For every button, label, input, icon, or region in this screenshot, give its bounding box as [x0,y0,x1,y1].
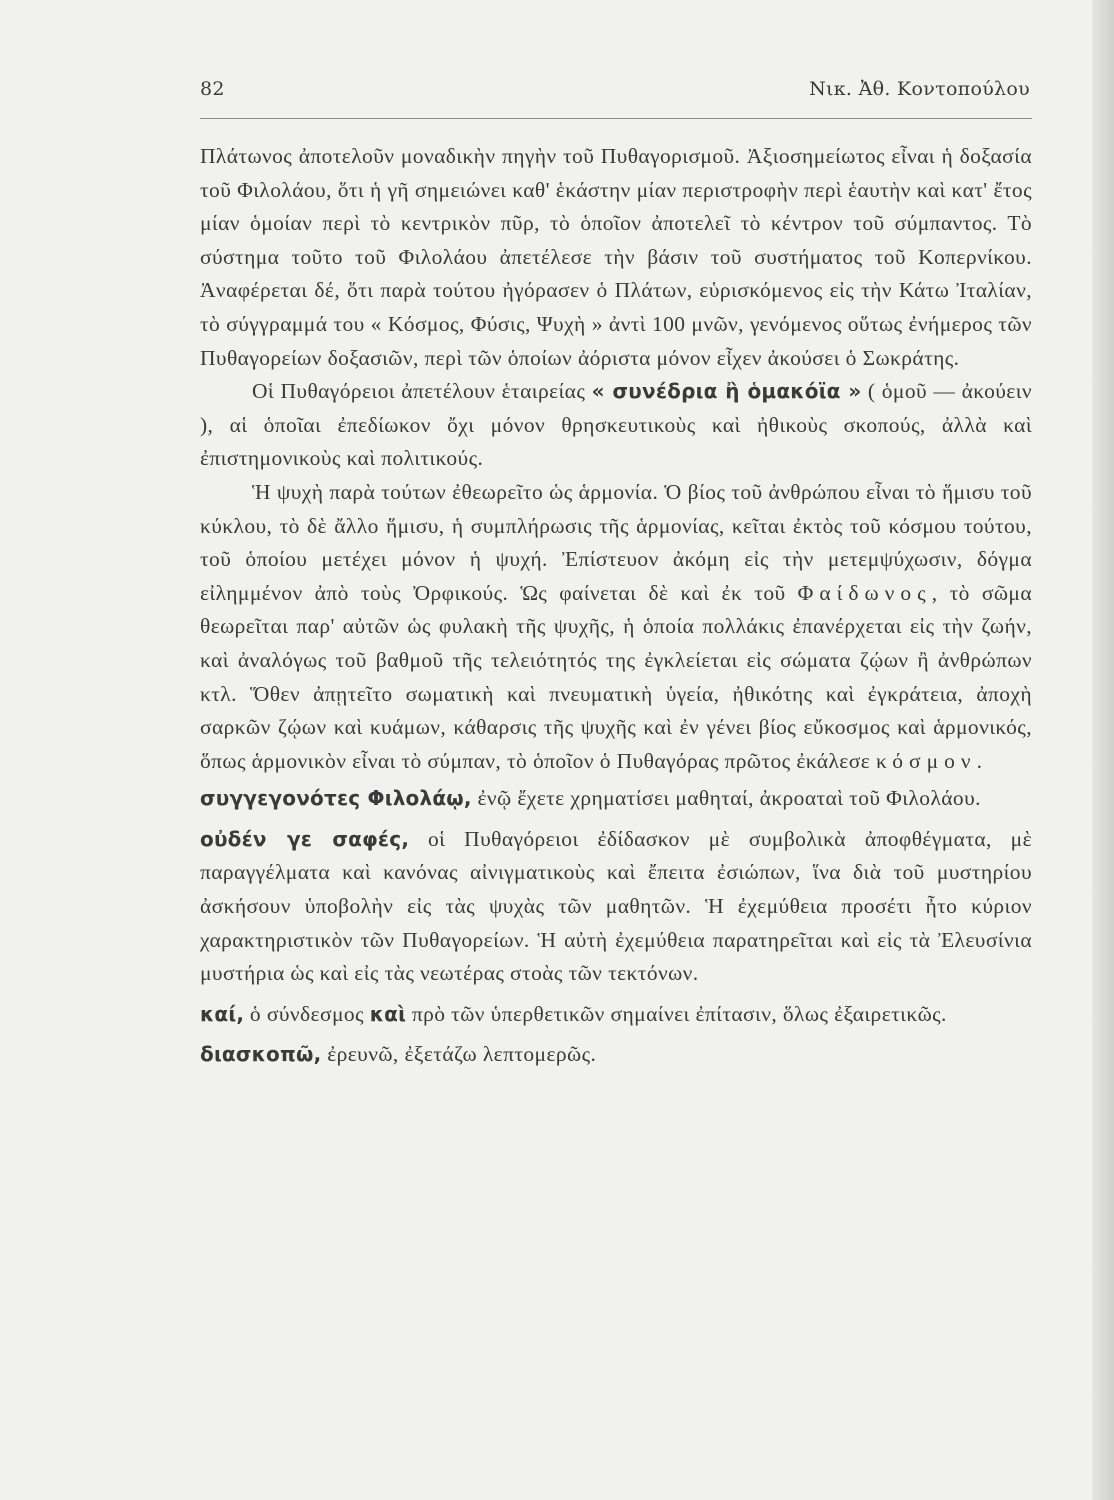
paragraph-soul-harmony: Ἡ ψυχὴ παρὰ τούτων ἐθεωρεῖτο ὡς ἁρμονία. Ὁ βίος τοῦ ἀνθρώπου εἶναι τὸ ἥμισυ τοῦ κύκλου, τὸ δὲ ἄλλο ἥμισυ, ἡ συμπλήρωσις τῆς ἁρμονίας, κεῖται ἐκτὸς τοῦ κόσμου τούτου, τοῦ ὁποίου μετέχει μόνον ἡ ψυχή. Ἐπίστευον ἀκόμη εἰς τὴν μετεμψύχωσιν, δόγμα εἰλημμένον ἀπὸ τοὺς Ὀρφικούς. Ὡς φαίνεται δὲ καὶ ἐκ τοῦ Φαίδωνος, τὸ σῶμα θεωρεῖται παρ' αὐτῶν ὡς φυλακὴ τῆς ψυχῆς, ἡ ὁποία πολλάκις ἐπανέρχεται εἰς τὴν ζωήν, καὶ ἀναλόγως τοῦ βαθμοῦ τῆς τελειότητός της ἐγκλείεται εἰς σώματα ζῴων ἢ ἀνθρώπων κτλ. Ὅθεν ἀπῃτεῖτο σωματικὴ καὶ πνευματικὴ ὑγεία, ἠθικότης καὶ ἐγκράτεια, ἀποχὴ σαρκῶν ζῴων καὶ κυάμων, κάθαρσις τῆς ψυχῆς καὶ ἐν γένει βίος εὔκοσμος καὶ ἁρμονικός, ὅπως ἁρμονικὸν εἶναι τὸ σύμπαν, τὸ ὁποῖον ὁ Πυθαγόρας πρῶτος ἐκάλεσε κόσμον. [200,479,1032,773]
glossary-term: οὐδέν γε σαφές, [200,826,410,851]
paragraph-plato-philolaus: Πλάτωνος ἀποτελοῦν μοναδικὴν πηγὴν τοῦ Πυθαγορισμοῦ. Ἀξιοσημείωτος εἶναι ἡ δοξασία τοῦ Φιλολάου, ὅτι ἡ γῆ σημειώνει καθ' ἑκάστην μίαν περιστροφὴν περὶ ἑαυτὴν καὶ κατ' ἔτος μίαν ὁμοίαν περὶ τὸ κεντρικὸν πῦρ, τὸ ὁποῖον ἀποτελεῖ τὸ κέντρον τοῦ σύμπαντος. Τὸ σύστημα τοῦτο τοῦ Φιλολάου ἀπετέλεσε τὴν βάσιν τοῦ συστήματος τοῦ Κοπερνίκου. Ἀναφέρεται δέ, ὅτι παρὰ τούτου ἠγόρασεν ὁ Πλάτων, εὑρισκόμενος εἰς τὴν Κάτω Ἰταλίαν, τὸ σύγγραμμά του « Κόσμος, Φύσις, Ψυχὴ » ἀντὶ 100 μνῶν, γενόμενος οὕτως ἐνήμερος τῶν Πυθαγορείων δοξασιῶν, περὶ τῶν ὁποίων ἀόριστα μόνον εἶχεν ἀκούσει ὁ Σωκράτης. [200,144,1032,370]
paragraph-pythagorean-societies: Οἱ Πυθαγόρειοι ἀπετέλουν ἑταιρείας « συνέδρια ἢ ὁμακόϊα » ( ὁμοῦ — ἀκούειν ), αἱ ὁποῖαι ἐπεδίωκον ὄχι μόνον θρησκευτικοὺς καὶ ἠθικοὺς σκοπούς, ἀλλὰ καὶ ἐπιστημονικοὺς καὶ πολιτικούς. [200,379,1032,471]
header-rule [200,118,1032,119]
spaced-phaedo: Φαίδωνος [797,580,932,605]
glossary-entry: διασκοπῶ, ἐρευνῶ, ἐξετάζω λεπτομερῶς. [200,1042,597,1067]
glossary-entry: καί, ὁ σύνδεσμος καὶ πρὸ τῶν ὑπερθετικῶν σημαίνει ἐπίτασιν, ὅλως ἐξαιρετικῶς. [200,1001,947,1026]
spaced-kosmon: κόσμον. [875,748,989,773]
glossary-entry: συγγεγονότες Φιλολάῳ, ἐνῷ ἔχετε χρηματίσει μαθηταί, ἀκροαταὶ τοῦ Φιλολάου. [200,786,981,811]
glossary-term-inline: καὶ [369,1001,407,1026]
running-head-author: Νικ. Ἀθ. Κοντοπούλου [809,78,1030,100]
term-synedria: « συνέδρια ἢ ὁμακόϊα » [591,379,862,404]
glossary-term: διασκοπῶ, [200,1042,322,1067]
glossary-term: καί, [200,1001,245,1026]
glossary-entry: οὐδέν γε σαφές, οἱ Πυθαγόρειοι ἐδίδασκον μὲ συμβολικὰ ἀποφθέγματα, μὲ παραγγέλματα καὶ κανόνας αἰνιγματικοὺς καὶ ἔπειτα ἐσιώπων, ἵνα διὰ τοῦ μυστηρίου ἀσκήσουν ὑποβολὴν εἰς τὰς ψυχὰς τῶν μαθητῶν. Ἡ ἐχεμύθεια προσέτι ἦτο κύριον χαρακτηριστικὸν τῶν Πυθαγορείων. Ἡ αὐτὴ ἐχεμύθεια παρατηρεῖται καὶ εἰς τὰ Ἐλευσίνια μυστήρια ὡς καὶ εἰς τὰς νεωτέρας στοὰς τῶν τεκτόνων. [200,826,1033,986]
page-edge-shadow [1092,0,1114,1500]
page-number: 82 [200,78,225,100]
glossary-term: συγγεγονότες Φιλολάῳ, [200,786,472,811]
page-body [200,140,1032,1072]
